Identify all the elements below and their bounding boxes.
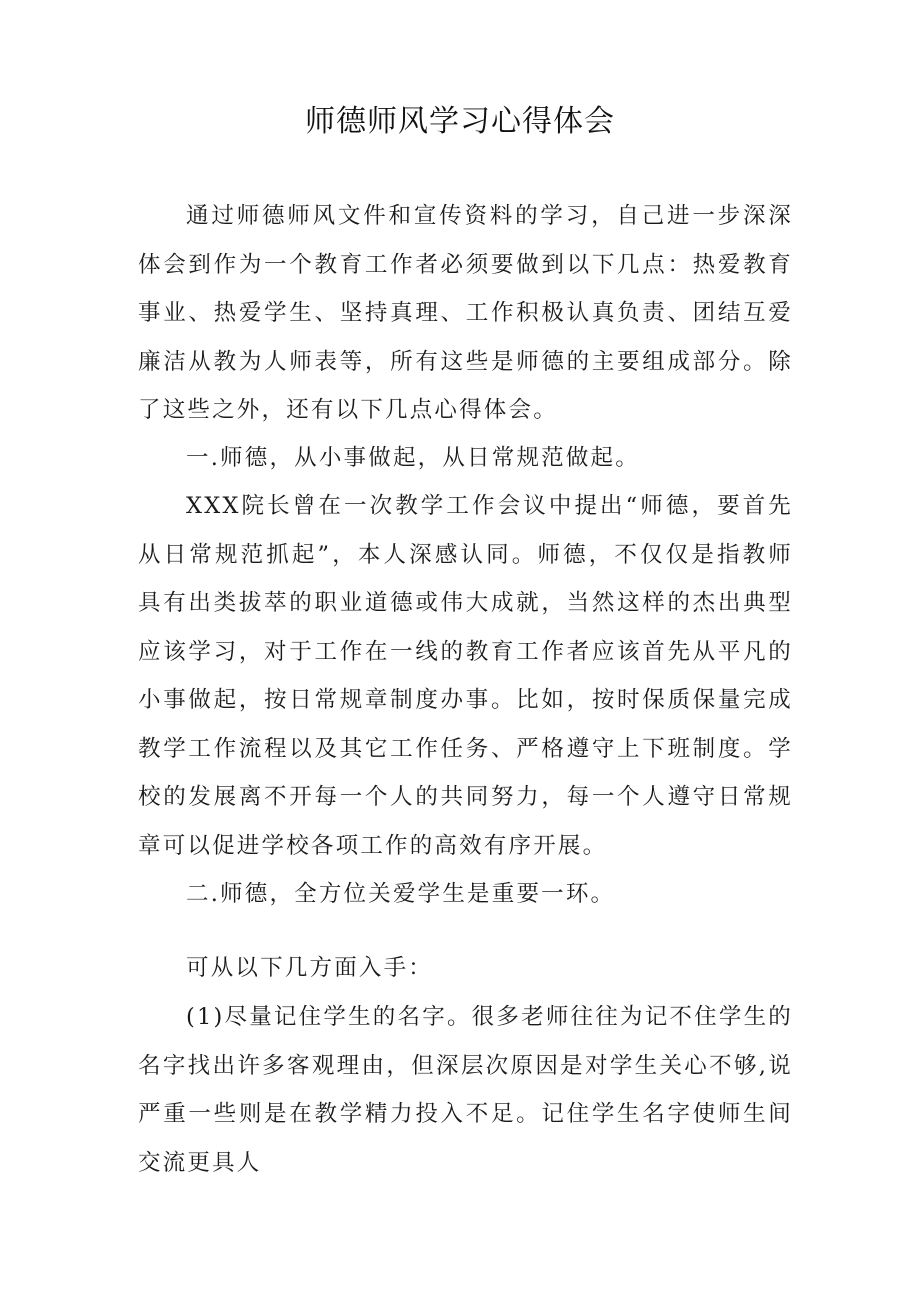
document-title: 师德师风学习心得体会 bbox=[305, 104, 615, 139]
section-heading-1: 一.师德，从小事做起，从日常规范做起。 bbox=[186, 445, 640, 471]
paragraph-lead-in: 可从以下几方面入手： bbox=[186, 955, 434, 981]
paragraph-item-1: (1)尽量记住学生的名字。很多老师往往为记不住学生的名字找出许多客观理由，但深层次原因是对学生关心不够,说严重一些则是在教学精力投入不足。记住学生名字使师生间交流更具人 bbox=[138, 1004, 793, 1176]
paragraph-section-1: XXX院长曾在一次教学工作会议中提出“师德，要首先从日常规范抓起”，本人深感认同。师德，不仅仅是指教师具有出类拔萃的职业道德或伟大成就，当然这样的杰出典型应该学习，对于工作在一线的教育工作者应该首先从平凡的小事做起，按日常规章制度办事。比如，按时保质保量完成教学工作流程以及其它工作任务、严格遵守上下班制度。学校的发展离不开每一个人的共同努力，每一个人遵守日常规章可以促进学校各项工作的高效有序开展。 bbox=[138, 493, 793, 859]
paragraph-intro: 通过师德师风文件和宣传资料的学习，自己进一步深深体会到作为一个教育工作者必须要做到以下几点：热爱教育事业、热爱学生、坚持真理、工作积极认真负责、团结互爱廉洁从教为人师表等，所有这些是师德的主要组成部分。除了这些之外，还有以下几点心得体会。 bbox=[138, 203, 793, 423]
section-heading-2: 二.师德，全方位关爱学生是重要一环。 bbox=[186, 881, 616, 907]
